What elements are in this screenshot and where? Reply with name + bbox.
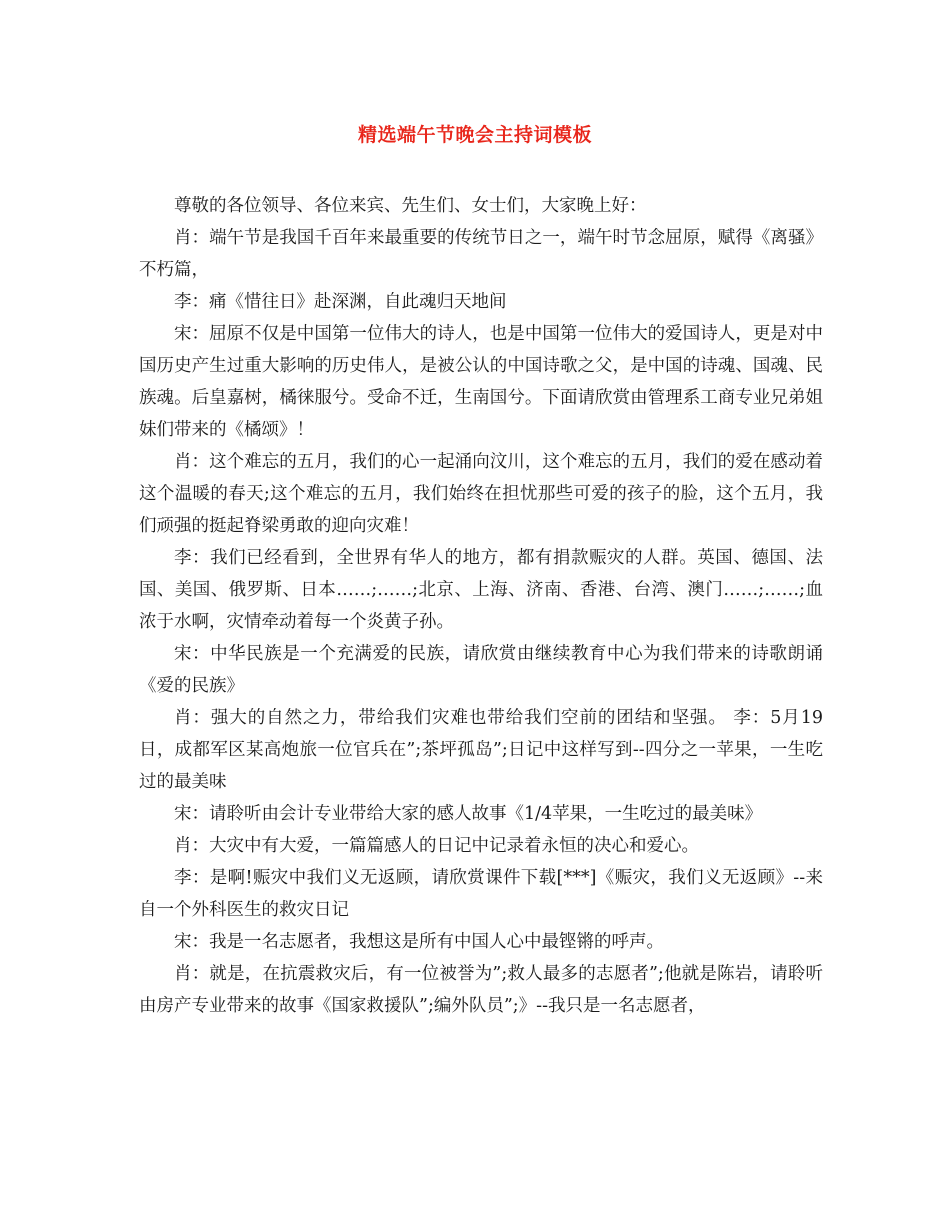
paragraph-xiao-1: 肖：端午节是我国千百年来最重要的传统节日之一，端午时节念屈原，赋得《离骚》不朽篇，: [139, 228, 823, 280]
document-title: 精选端午节晚会主持词模板: [357, 124, 592, 146]
paragraph-xiao-3: 肖：强大的自然之力，带给我们灾难也带给我们空前的团结和坚强。 李：5月19日，成都军区某高炮旅一位官兵在”;茶坪孤岛”;日记中这样写到--四分之一苹果，一生吃过的最美味: [139, 708, 823, 792]
paragraph-greeting: 尊敬的各位领导、各位来宾、先生们、女士们，大家晚上好：: [174, 196, 647, 216]
document-body: [139, 190, 823, 1022]
paragraph-li-1: 李：痛《惜往日》赴深渊，自此魂归天地间: [174, 292, 507, 312]
paragraph-song-2: 宋：中华民族是一个充满爱的民族，请欣赏由继续教育中心为我们带来的诗歌朗诵《爱的民族》: [139, 644, 823, 696]
paragraph-song-1: 宋：屈原不仅是中国第一位伟大的诗人，也是中国第一位伟大的爱国诗人，更是对中国历史产生过重大影响的历史伟人，是被公认的中国诗歌之父，是中国的诗魂、国魂、民族魂。后皇嘉树，橘徕服兮。受命不迁，生南国兮。下面请欣赏由管理系工商专业兄弟姐妹们带来的《橘颂》！: [139, 324, 823, 440]
paragraph-song-4: 宋：我是一名志愿者，我想这是所有中国人心中最铿锵的呼声。: [174, 932, 664, 952]
paragraph-xiao-5: 肖：就是，在抗震救灾后，有一位被誉为”;救人最多的志愿者”;他就是陈岩，请聆听由房产专业带来的故事《国家救援队”;编外队员”;》--我只是一名志愿者，: [139, 964, 823, 1016]
paragraph-li-3: 李：是啊!赈灾中我们义无返顾，请欣赏课件下载[***]《赈灾，我们义无返顾》--来自一个外科医生的救灾日记: [139, 868, 823, 920]
paragraph-xiao-4: 肖：大灾中有大爱，一篇篇感人的日记中记录着永恒的决心和爱心。: [174, 836, 699, 856]
paragraph-song-3: 宋：请聆听由会计专业带给大家的感人故事《1/4苹果，一生吃过的最美味》: [174, 804, 763, 824]
paragraph-li-2: 李：我们已经看到，全世界有华人的地方，都有捐款赈灾的人群。英国、德国、法国、美国、俄罗斯、日本……;……;北京、上海、济南、香港、台湾、澳门……;……;血浓于水啊，灾情牵动着每一个炎黄子孙。: [139, 548, 823, 632]
paragraph-xiao-2: 肖：这个难忘的五月，我们的心一起涌向汶川，这个难忘的五月，我们的爱在感动着这个温暖的春天;这个难忘的五月，我们始终在担忧那些可爱的孩子的脸，这个五月，我们顽强的挺起脊梁勇敢的迎向灾难！: [139, 452, 823, 536]
